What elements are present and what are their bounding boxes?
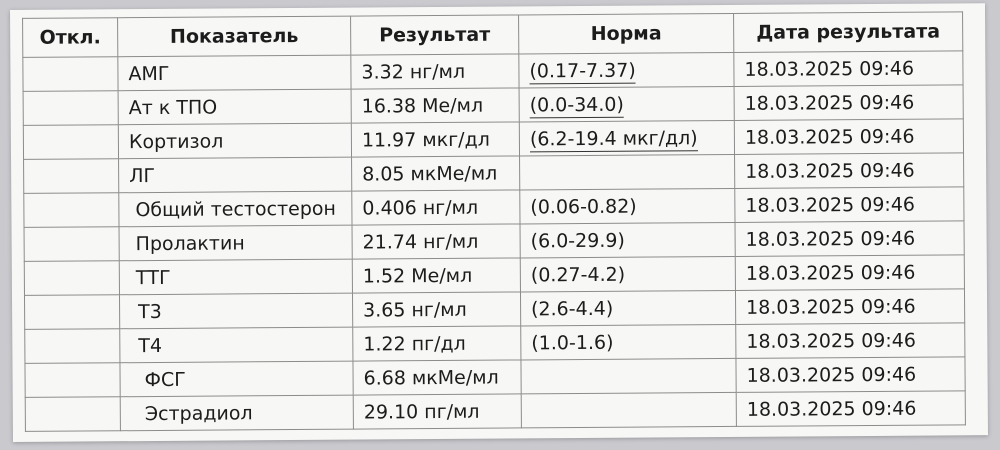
cell-result: 6.68 мкМе/мл xyxy=(353,360,521,395)
cell-indicator: ТТГ xyxy=(119,259,352,295)
cell-indicator: Кортизол xyxy=(118,123,351,159)
norm-value: (0.27-4.2) xyxy=(530,263,626,286)
cell-date: 18.03.2025 09:46 xyxy=(735,289,964,325)
cell-date: 18.03.2025 09:46 xyxy=(734,51,963,87)
cell-date: 18.03.2025 09:46 xyxy=(736,323,965,359)
cell-indicator: Т4 xyxy=(120,327,353,363)
cell-deviation xyxy=(23,57,118,92)
cell-deviation xyxy=(24,159,119,194)
norm-value: (0.0-34.0) xyxy=(529,93,624,116)
cell-deviation xyxy=(25,397,120,432)
cell-indicator: Общий тестостерон xyxy=(119,191,352,227)
cell-date: 18.03.2025 09:46 xyxy=(734,119,963,155)
cell-result: 11.97 мкг/дл xyxy=(351,122,519,157)
cell-deviation xyxy=(24,227,119,262)
cell-date: 18.03.2025 09:46 xyxy=(735,221,964,257)
norm-value: (6.2-19.4 мкг/дл) xyxy=(529,126,698,150)
cell-result: 1.22 пг/дл xyxy=(353,326,521,361)
cell-date: 18.03.2025 09:46 xyxy=(735,255,964,291)
cell-deviation xyxy=(24,193,119,228)
norm-value: (0.17-7.37) xyxy=(529,59,636,82)
cell-deviation xyxy=(23,91,118,126)
cell-result: 21.74 нг/мл xyxy=(352,224,520,259)
cell-deviation xyxy=(25,329,120,364)
cell-norm xyxy=(520,154,735,190)
header-norm: Норма xyxy=(519,13,734,54)
norm-value: (1.0-1.6) xyxy=(531,331,614,354)
cell-norm xyxy=(519,86,734,122)
cell-result: 8.05 мкМе/мл xyxy=(352,156,520,191)
norm-value: (2.6-4.4) xyxy=(531,297,614,320)
cell-result: 29.10 пг/мл xyxy=(353,394,521,429)
cell-result: 0.406 нг/мл xyxy=(352,190,520,225)
cell-norm xyxy=(519,52,734,88)
cell-date: 18.03.2025 09:46 xyxy=(735,153,964,189)
cell-deviation xyxy=(23,125,118,160)
cell-date: 18.03.2025 09:46 xyxy=(734,85,963,121)
cell-indicator: АМГ xyxy=(118,55,351,91)
cell-indicator: Т3 xyxy=(119,293,352,329)
cell-result: 16.38 Ме/мл xyxy=(351,88,519,123)
cell-indicator: ФСГ xyxy=(120,361,353,397)
cell-norm xyxy=(520,222,735,258)
cell-indicator: Эстрадиол xyxy=(120,395,353,431)
cell-indicator: Ат к ТПО xyxy=(118,89,351,125)
cell-deviation xyxy=(24,295,119,330)
cell-deviation xyxy=(24,261,119,296)
norm-value: (6.0-29.9) xyxy=(530,229,625,252)
cell-indicator: Пролактин xyxy=(119,225,352,261)
cell-norm xyxy=(520,256,735,292)
cell-norm xyxy=(520,188,735,224)
cell-result: 1.52 Ме/мл xyxy=(352,258,520,293)
cell-norm xyxy=(521,324,736,360)
cell-result: 3.65 нг/мл xyxy=(352,292,520,327)
header-result: Результат xyxy=(351,15,519,55)
header-deviation: Откл. xyxy=(23,18,118,58)
cell-norm xyxy=(519,120,734,156)
cell-indicator: ЛГ xyxy=(119,157,352,193)
lab-results-sheet xyxy=(10,3,988,442)
table-header-row xyxy=(23,12,963,58)
table-row xyxy=(25,391,965,432)
cell-deviation xyxy=(25,363,120,398)
lab-results-table xyxy=(22,11,966,432)
cell-norm xyxy=(520,290,735,326)
cell-date: 18.03.2025 09:46 xyxy=(735,187,964,223)
cell-norm xyxy=(521,392,736,428)
header-indicator: Показатель xyxy=(118,16,351,57)
norm-value: (0.06-0.82) xyxy=(530,195,637,218)
cell-norm xyxy=(521,358,736,394)
cell-date: 18.03.2025 09:46 xyxy=(736,357,965,393)
cell-result: 3.32 нг/мл xyxy=(351,54,519,89)
cell-date: 18.03.2025 09:46 xyxy=(736,391,965,427)
header-date: Дата результата xyxy=(734,12,963,53)
